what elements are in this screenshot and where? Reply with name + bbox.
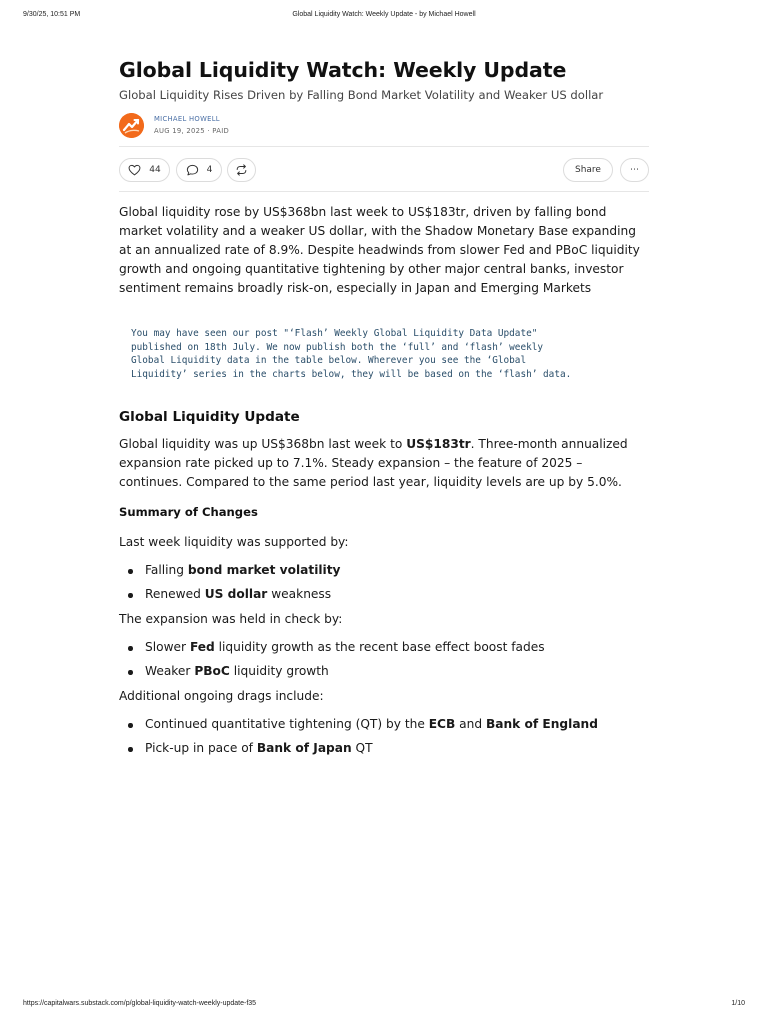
print-page-number: 1/10 — [731, 1000, 745, 1007]
drags-intro: Additional ongoing drags include: — [119, 689, 324, 704]
update-paragraph — [119, 435, 649, 492]
list-item — [119, 662, 649, 681]
comment-button[interactable] — [176, 158, 222, 182]
byline-text — [154, 114, 229, 136]
comment-count: 4 — [206, 165, 213, 175]
list-item-bold: Bank of Japan — [256, 741, 352, 756]
restack-button[interactable] — [227, 158, 256, 182]
list-item-text: and — [455, 717, 486, 732]
drags-list — [119, 715, 649, 758]
list-item — [119, 739, 649, 758]
list-item-bold: Bank of England — [485, 717, 598, 732]
more-options-button[interactable]: ⋯ — [620, 158, 649, 182]
heart-icon — [128, 164, 141, 176]
update-text-pre: Global liquidity was up US$368bn last week to — [119, 437, 407, 452]
list-item-bold: bond market volatility — [187, 563, 341, 578]
list-item-text: Pick-up in pace of — [145, 741, 257, 756]
chart-trend-icon — [119, 113, 144, 138]
held-list — [119, 638, 649, 681]
list-item — [119, 638, 649, 657]
code-line: Global Liquidity data in the table below. Wherever you see the ‘Global — [131, 355, 527, 367]
code-line: Liquidity’ series in the charts below, they will be based on the ‘flash’ data. — [131, 368, 572, 380]
supported-list — [119, 561, 649, 604]
print-url: https://capitalwars.substack.com/p/global-liquidity-watch-weekly-update-f35 — [23, 1000, 257, 1007]
code-block — [119, 327, 649, 381]
byline — [119, 112, 649, 138]
avatar[interactable] — [119, 113, 144, 138]
like-button[interactable] — [119, 158, 170, 182]
held-intro: The expansion was held in check by: — [119, 612, 343, 627]
list-item-text: liquidity growth — [229, 664, 329, 679]
restack-icon — [235, 164, 248, 176]
list-item-text: weakness — [267, 587, 332, 602]
author-name[interactable]: MICHAEL HOWELL — [154, 115, 220, 123]
print-page-title: Global Liquidity Watch: Weekly Update - by Michael Howell — [292, 11, 476, 18]
share-button[interactable]: Share — [563, 158, 613, 182]
list-item-bold: PBoC — [194, 664, 230, 679]
article — [119, 56, 649, 763]
intro-paragraph: Global liquidity rose by US$368bn last week to US$183tr, driven by falling bond market volatility and a weaker US dollar, with the Shadow Monetary Base expanding at an annualized rate of 8.9%. Despite headwinds from slower Fed and PBoC liquidity growth and ongoing quantitative tightening by other major central banks, investor sentiment remains broadly risk-on, especially in Japan and Emerging Markets — [119, 205, 640, 295]
list-item — [119, 561, 649, 580]
comment-icon — [186, 164, 199, 176]
print-datetime: 9/30/25, 10:51 PM — [23, 11, 81, 18]
list-item — [119, 715, 649, 734]
list-item-bold: Fed — [189, 640, 215, 655]
list-item-bold: ECB — [428, 717, 456, 732]
code-line: You may have seen our post "‘Flash’ Weekly Global Liquidity Data Update" — [131, 328, 538, 339]
print-footer — [23, 1000, 745, 1012]
list-item-text: Falling — [145, 563, 188, 578]
list-item-text: Slower — [145, 640, 190, 655]
like-count: 44 — [149, 165, 161, 175]
post-action-bar — [119, 146, 649, 192]
list-item-text: Weaker — [145, 664, 195, 679]
summary-heading: Summary of Changes — [119, 505, 258, 520]
list-item-text: QT — [351, 741, 373, 756]
list-item-bold: US dollar — [204, 587, 268, 602]
post-title: Global Liquidity Watch: Weekly Update — [119, 58, 567, 82]
print-header — [23, 11, 745, 23]
code-line: published on 18th July. We now publish both the ‘full’ and ‘flash’ weekly — [131, 341, 544, 353]
list-item-text: Continued quantitative tightening (QT) by the — [145, 717, 429, 732]
update-text-post: . Three-month annualized expansion rate picked up to 7.1%. Steady expansion – the feature of 2025 – continues. Compared to the same period last year, liquidity levels are up by 5.0%. — [119, 437, 628, 490]
post-meta: AUG 19, 2025 · PAID — [154, 127, 230, 135]
supported-intro: Last week liquidity was supported by: — [119, 535, 349, 550]
post-subtitle: Global Liquidity Rises Driven by Falling Bond Market Volatility and Weaker US dollar — [119, 88, 604, 102]
list-item-text: Renewed — [145, 587, 205, 602]
list-item — [119, 585, 649, 604]
list-item-text: liquidity growth as the recent base effect boost fades — [214, 640, 545, 655]
section-heading: Global Liquidity Update — [119, 409, 300, 426]
update-text-bold: US$183tr — [406, 437, 471, 452]
